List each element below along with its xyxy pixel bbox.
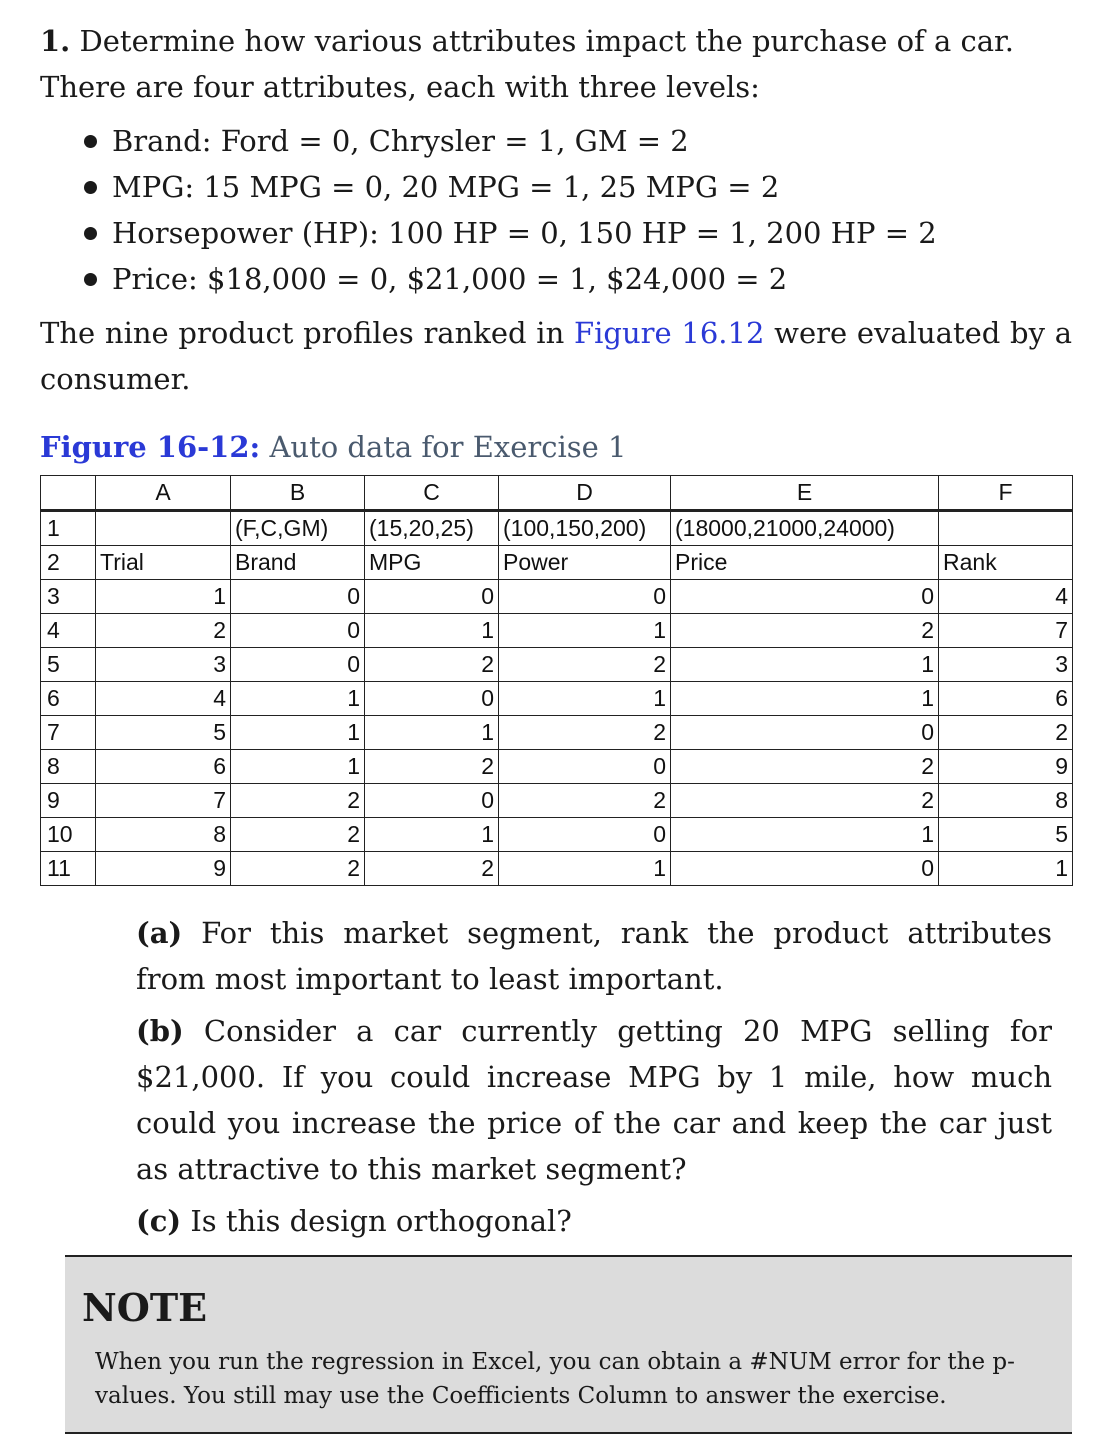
table-cell: 1: [231, 716, 365, 750]
table-row: [41, 852, 1073, 886]
table-cell: 1: [365, 716, 499, 750]
note-body: When you run the regression in Excel, you can obtain a #NUM error for the p-values. You still may use the Coefficients Column to answer the exercise.: [95, 1349, 1015, 1409]
table-cell: 2: [365, 750, 499, 784]
table-cell: 1: [96, 580, 231, 614]
column-header: A: [96, 476, 231, 511]
row-header: 8: [41, 750, 96, 784]
table-cell: 2: [231, 818, 365, 852]
table-cell: 0: [671, 716, 939, 750]
column-header: B: [231, 476, 365, 511]
table-row: [41, 784, 1073, 818]
table-cell: 0: [499, 750, 671, 784]
table-cell: 2: [365, 648, 499, 682]
table-cell: 2: [671, 750, 939, 784]
table-cell: 2: [365, 852, 499, 886]
table-cell: 0: [231, 580, 365, 614]
figure-link[interactable]: Figure 16.12: [573, 316, 765, 350]
figure-label: Figure 16-12:: [40, 430, 261, 464]
table-row: [41, 682, 1073, 716]
table-row: [41, 818, 1073, 852]
table-cell: 1: [499, 682, 671, 716]
bullet-icon: [84, 181, 97, 194]
table-cell: 1: [231, 750, 365, 784]
table-cell: 0: [365, 682, 499, 716]
table-cell: (F,C,GM): [231, 511, 365, 546]
table-cell: 1: [231, 682, 365, 716]
column-header: D: [499, 476, 671, 511]
figure-caption-text: Auto data for Exercise 1: [260, 430, 627, 464]
row-header: 5: [41, 648, 96, 682]
table-cell: 2: [231, 784, 365, 818]
column-header: F: [939, 476, 1073, 511]
row-header: 10: [41, 818, 96, 852]
row-header: 4: [41, 614, 96, 648]
table-cell: 4: [96, 682, 231, 716]
bullet-icon: [84, 227, 97, 240]
table-cell: 0: [365, 580, 499, 614]
table-cell: MPG: [365, 546, 499, 580]
table-cell: 0: [365, 784, 499, 818]
row-header: 11: [41, 852, 96, 886]
table-row: [41, 716, 1073, 750]
table-cell: 5: [939, 818, 1073, 852]
table-cell: 2: [231, 852, 365, 886]
note-title: NOTE: [82, 1285, 208, 1330]
profiles-paragraph: The nine product profiles ranked in Figure 16.12 were evaluated by a consumer.: [40, 316, 1073, 396]
note-box: [65, 1255, 1072, 1434]
exercise-number: 1.: [40, 24, 71, 58]
table-row: [41, 614, 1073, 648]
table-cell: 8: [96, 818, 231, 852]
exercise-intro-text: Determine how various attributes impact the purchase of a car. There are four attributes, each with three levels:: [40, 24, 1014, 104]
list-item: Price: $18,000 = 0, $21,000 = 1, $24,000 = 2: [40, 256, 937, 302]
table-cell: 1: [365, 818, 499, 852]
table-cell: 2: [499, 648, 671, 682]
table-cell: Rank: [939, 546, 1073, 580]
table-cell: 2: [671, 784, 939, 818]
table-row: [41, 750, 1073, 784]
question-a: (a) For this market segment, rank the product attributes from most important to least important.: [136, 916, 1052, 996]
table-cell: 1: [671, 682, 939, 716]
column-header: E: [671, 476, 939, 511]
table-cell: Brand: [231, 546, 365, 580]
table-cell: 0: [671, 580, 939, 614]
bullet-icon: [84, 135, 97, 148]
row-header: 7: [41, 716, 96, 750]
table-cell: 0: [231, 614, 365, 648]
column-header: C: [365, 476, 499, 511]
table-cell: 1: [671, 648, 939, 682]
table-cell: 6: [96, 750, 231, 784]
table-cell: 7: [939, 614, 1073, 648]
table-cell: 1: [499, 614, 671, 648]
table-cell: 3: [939, 648, 1073, 682]
attribute-list: [40, 118, 937, 302]
table-cell: 0: [671, 852, 939, 886]
table-cell: 1: [499, 852, 671, 886]
table-cell: 9: [96, 852, 231, 886]
table-row: [41, 580, 1073, 614]
table-cell: 1: [671, 818, 939, 852]
spreadsheet-table: [40, 475, 1073, 886]
table-cell: Price: [671, 546, 939, 580]
table-cell: 2: [96, 614, 231, 648]
table-cell: 6: [939, 682, 1073, 716]
question-c: (c) Is this design orthogonal?: [136, 1204, 572, 1238]
table-cell: 5: [96, 716, 231, 750]
table-cell: 0: [231, 648, 365, 682]
table-cell: 7: [96, 784, 231, 818]
table-cell: (15,20,25): [365, 511, 499, 546]
list-item: Horsepower (HP): 100 HP = 0, 150 HP = 1, 200 HP = 2: [40, 210, 937, 256]
row-header: 2: [41, 546, 96, 580]
table-cell: 1: [365, 614, 499, 648]
row-header: 6: [41, 682, 96, 716]
column-header-row: [41, 476, 1073, 511]
table-body: [41, 580, 1073, 886]
table-cell: (100,150,200): [499, 511, 671, 546]
question-b: (b) Consider a car currently getting 20 MPG selling for $21,000. If you could increase MPG by 1 mile, how much could you increase the price of the car and keep the car just as attractive to this market segment?: [136, 1014, 1052, 1186]
list-item: MPG: 15 MPG = 0, 20 MPG = 1, 25 MPG = 2: [40, 164, 937, 210]
table-cell: 8: [939, 784, 1073, 818]
table-cell: (18000,21000,24000): [671, 511, 939, 546]
table-cell: 1: [939, 852, 1073, 886]
table-cell: 0: [499, 818, 671, 852]
table-cell: 0: [499, 580, 671, 614]
table-row: [41, 511, 1073, 546]
table-row: [41, 648, 1073, 682]
table-cell: 3: [96, 648, 231, 682]
figure-caption: [40, 424, 627, 470]
row-header: 9: [41, 784, 96, 818]
bullet-icon: [84, 273, 97, 286]
table-cell: 2: [671, 614, 939, 648]
question-list: [136, 910, 1052, 1250]
table-cell: 2: [939, 716, 1073, 750]
row-header: 3: [41, 580, 96, 614]
exercise-intro: [40, 18, 1072, 110]
list-item: Brand: Ford = 0, Chrysler = 1, GM = 2: [40, 118, 937, 164]
table-cell: Trial: [96, 546, 231, 580]
table-cell: Power: [499, 546, 671, 580]
table-cell: 4: [939, 580, 1073, 614]
table-cell: 9: [939, 750, 1073, 784]
row-header: 1: [41, 511, 96, 546]
table-cell: 2: [499, 716, 671, 750]
table-row: [41, 546, 1073, 580]
table-cell: 2: [499, 784, 671, 818]
